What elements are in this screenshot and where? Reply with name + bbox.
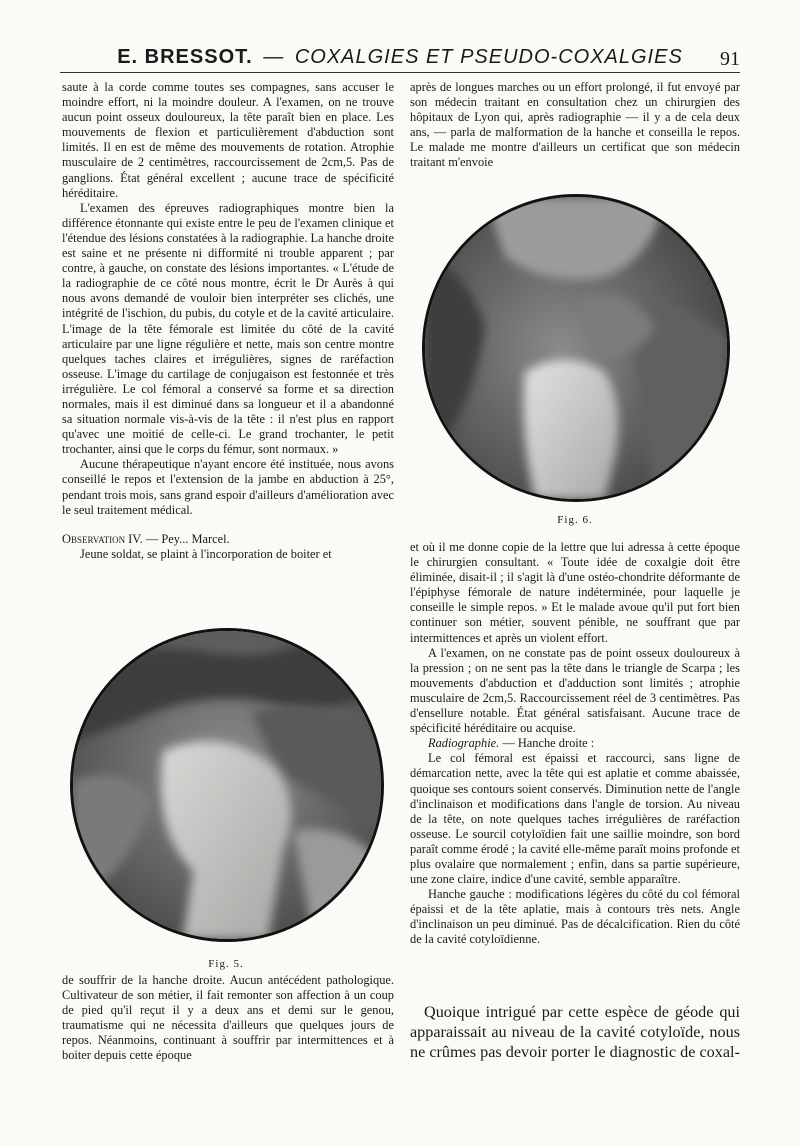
running-header <box>60 40 740 73</box>
paragraph: et où il me donne copie de la lettre que lui adressa à cette époque le chirurgien consultant. « Toute idée de coxalgie doit être éliminée, disait-il ; il s'agit là d'une ostéo-chondrite déformante de l'épiphyse fémorale de nature indéterminée, pour laquelle je conseille le simple repos. » Et le malade avoue qu'il put fort bien continuer son métier, souvent pénible, ne souffrant que par intermittences et après un violent effort. <box>410 540 740 645</box>
radiograph-hip-right <box>73 631 381 939</box>
paragraph: de souffrir de la hanche droite. Aucun antécédent pathologique. Cultivateur de son métier, il fait remonter son affection à un coup de pied qu'il reçut il y a deux ans et demi sur le genou, traumatisme qui ne nécessita d'ailleurs que quelques jours de repos. Néanmoins, continuant à souffrir par intermittences et à boiter depuis cette époque <box>62 973 394 1063</box>
observation-label: Observation IV. <box>62 531 143 546</box>
paragraph: saute à la corde comme toutes ses compagnes, sans accuser le moindre effort, ni la moindre douleur. A l'examen, on ne trouve aucun point osseux douloureux, la tête paraît bien en place. Les mouvements de flexion et particulièrement d'abduction sont limités. Il en est de même des mouvements de rotation. Atrophie musculaire de 2 centimètres, raccourcissement de 2cm,5. Pas de ganglions. État général excellent ; aucune trace de spécificité héréditaire. <box>62 80 394 200</box>
page-number: 91 <box>720 48 740 70</box>
running-title <box>60 46 740 69</box>
left-column-top <box>62 80 394 562</box>
author-name: E. BRESSOT. <box>117 46 253 68</box>
figure-6 <box>410 194 740 534</box>
radiographie-text: — Hanche droite : <box>502 736 595 751</box>
radiograph-hip-left <box>425 197 727 499</box>
figure-caption: Fig. 5. <box>208 958 244 970</box>
right-column-large-text <box>410 1002 740 1062</box>
paragraph: A l'examen, on ne constate pas de point osseux douloureux à la pression ; on ne sent pas la tête dans le triangle de Scarpa ; les mouvements d'abduction et d'adduction sont limités ; atrophie musculaire de 2cm,5. Raccourcissement réel de 3 centimètres. Pas d'ensellure notable. État général satisfaisant. Aucune trace de spécificité héréditaire ou acquise. <box>410 645 740 736</box>
figure-caption: Fig. 6. <box>557 514 593 526</box>
observation-heading <box>62 532 394 547</box>
radiographie-heading <box>410 736 740 751</box>
paragraph: Aucune thérapeutique n'ayant encore été instituée, nous avons conseillé le repos et l'extension de la jambe en abduction à 25°, pendant trois mois, sans grand espoir d'ailleurs d'amélioration avec le seul traitement médical. <box>62 457 394 517</box>
paragraph: Jeune soldat, se plaint à l'incorporation de boiter et <box>80 546 332 561</box>
left-column-bottom <box>62 973 394 1064</box>
paragraph: L'examen des épreuves radiographiques montre bien la différence étonnante qui existe entre le peu de l'examen clinique et l'étendue des lésions constatées à la radiographie. La hanche droite est saine et ne présente ni difformité ni trouble apparent ; par contre, à gauche, on constate des lésions importantes. « L'étude de la radiographie de ce côté nous montre, écrit le Dr Aurès à qui nous avons demandé de vouloir bien interpréter ses clichés, une intégrité de l'ischion, du pubis, du cotyle et de la cavité articulaire. L'image de la tête fémorale est limitée du côté de la cavité articulaire par une ligne régulière et nette, mais son centre montre quelques taches claires et irrégulières, signes de raréfaction osseuse. L'image du cartilage de conjugaison est festonnée et très irrégulière. Le col fémoral a conservé sa forme et sa direction normales, mais il est diminué dans sa longueur et il a abandonné sa situation normale vis-à-vis de la tête : il n'est plus en rapport qu'avec une moitié de celle-ci. Le grand trochanter, le petit trochanter, ainsi que le corps du fémur, sont normaux. » <box>62 200 394 457</box>
title-separator: — <box>263 46 285 68</box>
paragraph: Le col fémoral est épaissi et raccourci, sans ligne de démarcation nette, avec la tête qui est aplatie et comme abaissée, quoique ses contours soient conservés. Diminution nette de l'angle d'inclinaison et modifications dans l'angle de torsion. Au niveau de la tête, on note quelques taches irrégulières de raréfaction osseuse. Le sourcil cotyloïdien fait une saillie moindre, son bord paraît comme érodé ; la cavité elle-même paraît moins profonde et plus ovalaire que normalement ; enfin, dans sa partie supérieure, une zone claire, indice d'une cavité, semble apparaître. <box>410 751 740 887</box>
paragraph: Hanche gauche : modifications légères du côté du col fémoral épaissi et de la tête aplatie, mais à contours très nets. Angle d'inclinaison un peu diminué. Pas de décalcification. Rien du côté de la cavité cotyloïdienne. <box>410 887 740 947</box>
paragraph: Quoique intrigué par cette espèce de géode qui apparaissait au niveau de la cavité cotyloïde, nous ne crûmes pas devoir porter le diagnostic de coxal- <box>410 1003 740 1061</box>
observation-name: Pey... Marcel. <box>161 531 230 546</box>
radiograph-image <box>422 194 730 502</box>
observation-dash: — <box>145 531 159 546</box>
radiographie-label: Radiographie. <box>428 736 500 751</box>
right-column-top <box>410 80 740 171</box>
radiograph-image <box>70 628 384 942</box>
article-subject: COXALGIES ET PSEUDO-COXALGIES <box>294 46 683 68</box>
paragraph: après de longues marches ou un effort prolongé, il fut envoyé par son médecin traitant en consultation chez un chirurgien des hôpitaux de Lyon qui, après radiographie — il y a de cela deux ans, — parla de malformation de la hanche et conseilla le repos. Le malade me montre d'ailleurs un certificat que son médecin traitant m'envoie <box>410 80 740 170</box>
figure-5 <box>60 628 392 978</box>
right-column-bottom <box>410 540 740 948</box>
